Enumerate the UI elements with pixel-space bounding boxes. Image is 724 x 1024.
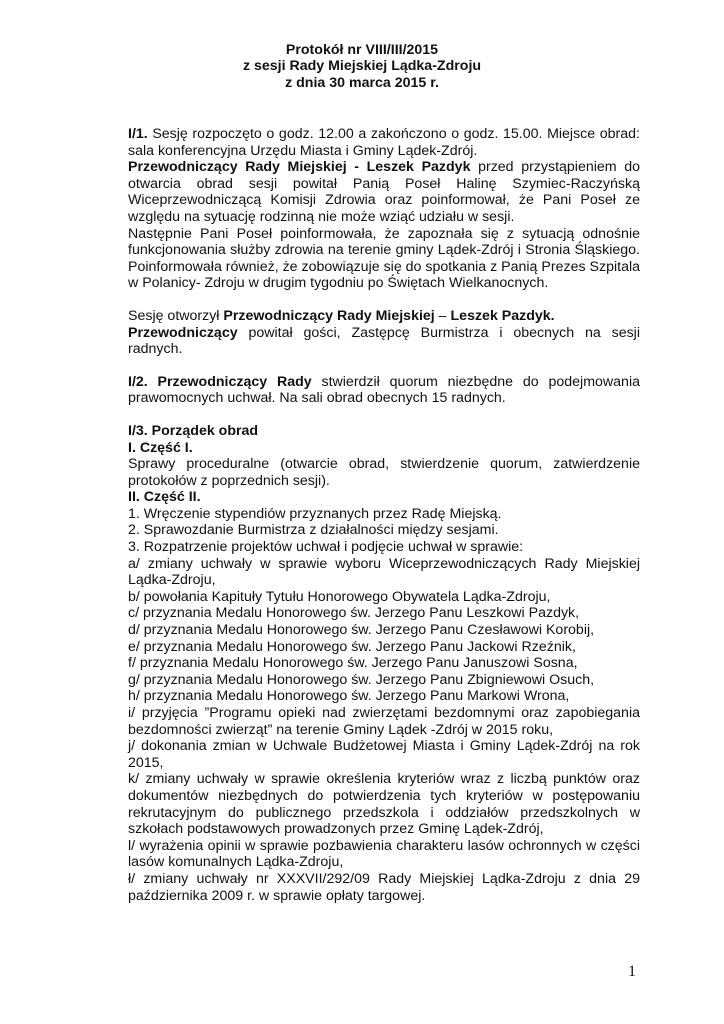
section-2-label: I/2. Przewodniczący Rady <box>128 373 312 390</box>
agenda-item: a/ zmiany uchwały w sprawie wyboru Wiceprzewodniczących Rady Miejskiej Lądka-Zdroju, <box>128 555 640 589</box>
opening-chair-name: Leszek Pazdyk. <box>450 307 555 324</box>
agenda-item: 2. Sprawozdanie Burmistrza z działalności między sesjami. <box>128 522 499 539</box>
agenda-item: h/ przyznania Medalu Honorowego św. Jerzego Panu Markowi Wrona, <box>128 688 570 705</box>
agenda-item: 1. Wręczenie stypendiów przyznanych przez Radę Miejską. <box>128 505 502 522</box>
agenda-item: d/ przyznania Medalu Honorowego św. Jerzego Panu Czesławowi Korobij, <box>128 622 595 639</box>
agenda-item: b/ powołania Kapituły Tytułu Honorowego Obywatela Lądka-Zdroju, <box>128 588 551 605</box>
agenda-item: g/ przyznania Medalu Honorowego św. Jerzego Panu Zbigniewowi Osuch, <box>128 671 595 688</box>
agenda-item: k/ zmiany uchwały w sprawie określenia kryteriów wraz z liczbą punktów oraz dokumentów niezbędnych do potwierdzenia tych kryteriów w postępowaniu rekrutacyjnym do publicznego przedszkola i oddziałów przedszkolnych w szkołach podstawowych prowadzonych przez Gminę Lądek-Zdrój, <box>128 771 640 838</box>
section-1-text: Sesję rozpoczęto o godz. 12.00 a zakończono o godz. 15.00. Miejsce obrad: sala konferencyjna Urzędu Miasta i Gminy Lądek-Zdrój. <box>128 126 640 159</box>
agenda-item: ł/ zmiany uchwały nr XXXVII/292/09 Rady Miejskiej Lądka-Zdroju z dnia 29 października 2009 r. w sprawie opłaty targowej. <box>128 870 640 904</box>
section-2 <box>128 374 640 407</box>
section-2-text: stwierdził quorum niezbędne do podejmowania prawomocnych uchwał. Na sali obrad obecnych 15 radnych. <box>128 373 640 407</box>
part-1-heading: I. Część I. <box>128 439 193 456</box>
document-body <box>128 126 640 904</box>
part-2-heading: II. Część II. <box>128 489 201 506</box>
opening-chair-2: Przewodniczący <box>128 324 238 341</box>
opening-chair-title: Przewodniczący Rady Miejskiej <box>223 307 435 324</box>
opening-paragraph <box>128 308 640 358</box>
section-1 <box>128 126 640 292</box>
opening-text-2: powitał gości, Zastępcę Burmistrza i obecnych na sesji radnych. <box>128 324 640 358</box>
greeting-text: przed przystąpieniem do otwarcia obrad sesji powitał Panią Poseł Halinę Szymiec-Raczyńską Wiceprzewodniczącą Komisji Zdrowia oraz poinformował, że Pani Poseł ze względu na sytuację rodzinną nie może wziąć udziału w sesji. <box>128 159 640 225</box>
page-number: 1 <box>628 963 636 980</box>
doc-subtitle: z sesji Rady Miejskiej Lądka-Zdroju <box>242 58 482 74</box>
agenda-item: j/ dokonania zmian w Uchwale Budżetowej Miasta i Gminy Lądek-Zdrój na rok 2015, <box>128 738 640 771</box>
part-1-text: Sprawy proceduralne (otwarcie obrad, stwierdzenie quorum, zatwierdzenie protokołów z poprzednich sesji). <box>128 456 640 489</box>
agenda-item: f/ przyznania Medalu Honorowego św. Jerzego Panu Januszowi Sosna, <box>128 655 578 672</box>
section-1-label: I/1. <box>128 126 148 142</box>
agenda-list <box>128 506 640 904</box>
agenda-item: i/ przyjęcia ”Programu opieki nad zwierzętami bezdomnymi oraz zapobiegania bezdomności zwierząt” na terenie Gminy Lądek -Zdrój w 2015 roku, <box>128 705 640 738</box>
deputy-info-text: Następnie Pani Poseł poinformowała, że zapoznała się z sytuacją odnośnie funkcjonowania służby zdrowia na terenie gminy Lądek-Zdrój i Stronia Śląskiego. Poinformowała również, że zobowiązuje się do spotkania z Panią Prezes Szpitala w Polanicy- Zdroju w drugim tygodniu po Świętach Wielkanocnych. <box>128 225 640 292</box>
section-3-heading: I/3. Porządek obrad <box>128 422 259 439</box>
agenda-item: e/ przyznania Medalu Honorowego św. Jerzego Panu Jackowi Rzeźnik, <box>128 638 576 655</box>
agenda-item: l/ wyrażenia opinii w sprawie pozbawienia charakteru lasów ochronnych w części lasów komunalnych Lądka-Zdroju, <box>128 837 640 871</box>
agenda-item: c/ przyznania Medalu Honorowego św. Jerzego Panu Leszkowi Pazdyk, <box>128 605 580 622</box>
opening-text: Sesję otworzył <box>128 307 224 324</box>
chair-name: Przewodniczący Rady Miejskiej - Leszek Pazdyk <box>128 159 471 176</box>
section-3 <box>128 423 640 904</box>
doc-date: z dnia 30 marca 2015 r. <box>285 75 439 91</box>
opening-dash: – <box>434 307 451 324</box>
agenda-item: 3. Rozpatrzenie projektów uchwał i podjęcie uchwał w sprawie: <box>128 539 524 556</box>
doc-title: Protokół nr VIII/III/2015 <box>285 42 439 58</box>
